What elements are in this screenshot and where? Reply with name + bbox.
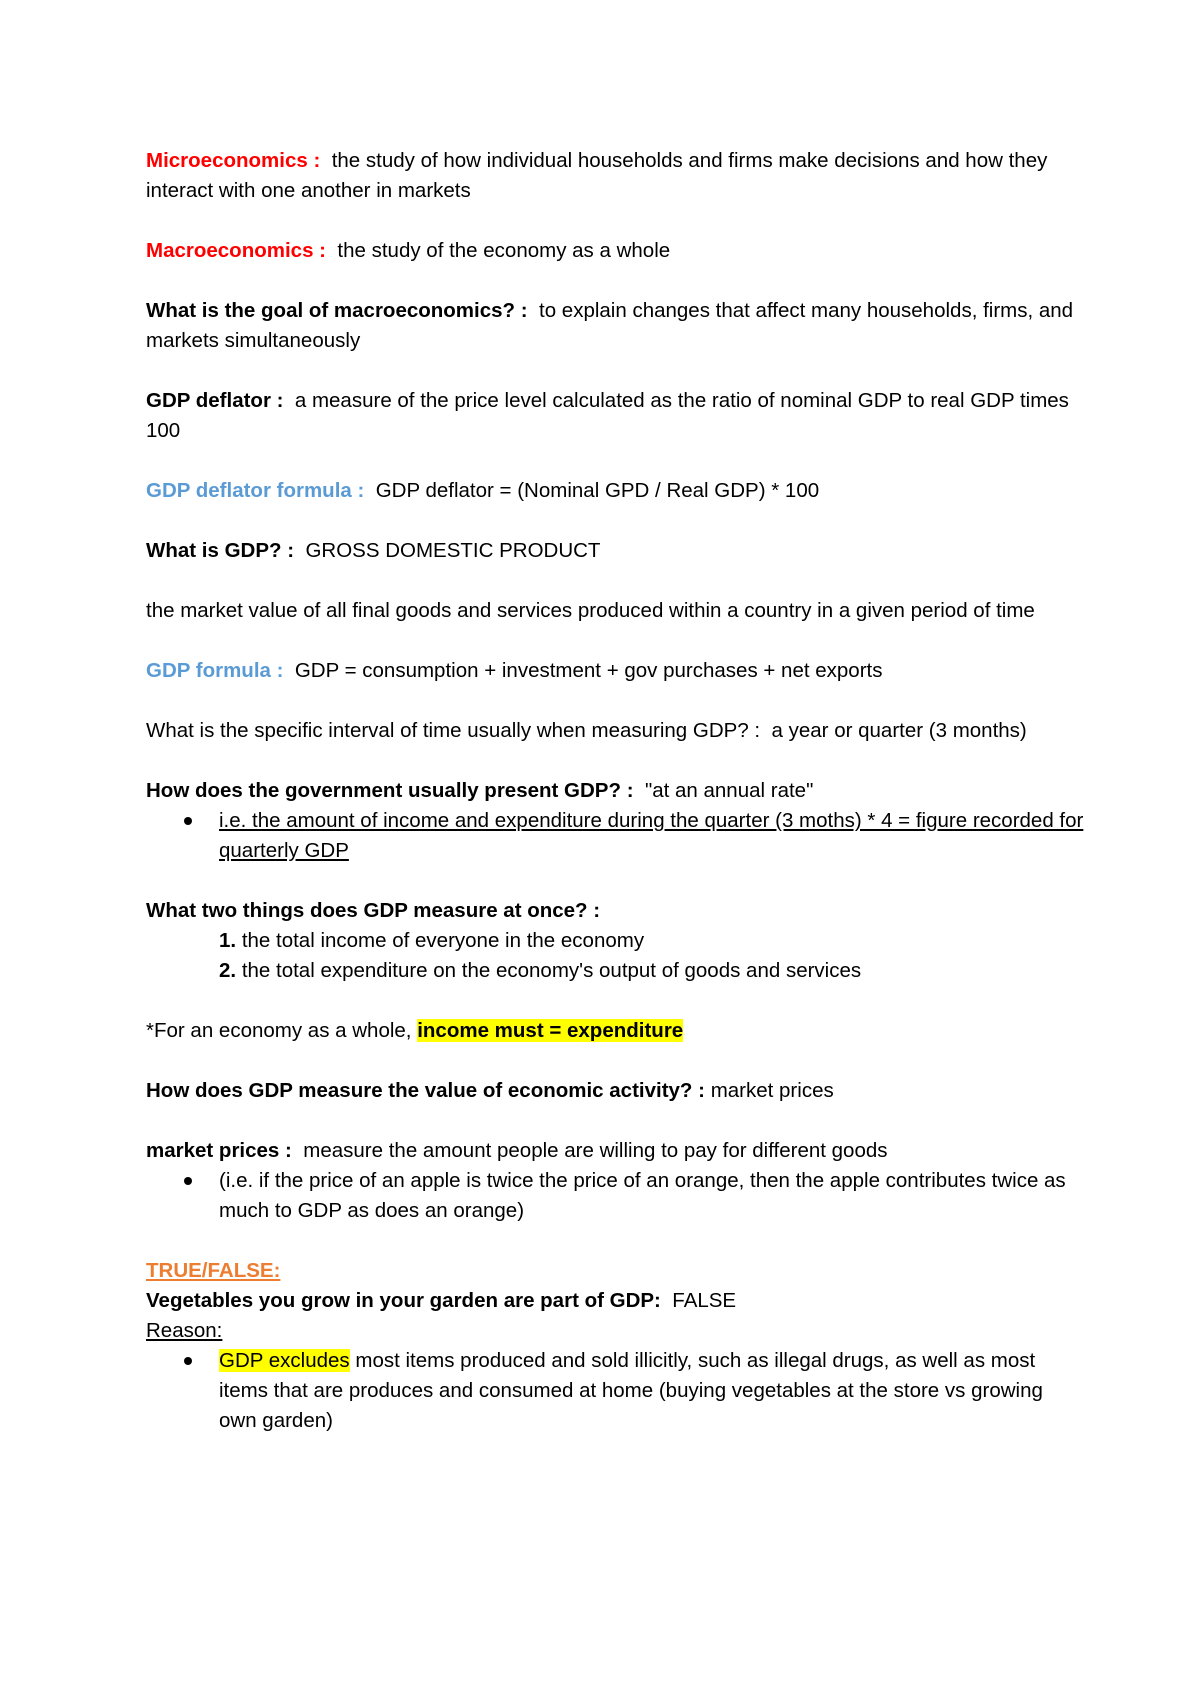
bullet-icon: [184, 1357, 192, 1365]
micro-term: Microeconomics :: [146, 149, 321, 172]
present-answer: "at an annual rate": [644, 779, 814, 802]
note-highlight: income must = expenditure: [417, 1019, 684, 1042]
goal-answer: to explain changes that affect many households, firms, and markets simultaneously: [146, 299, 1074, 352]
macro-def: the study of the economy as a whole: [337, 239, 671, 262]
macro-paragraph: [146, 236, 1086, 266]
interval-question: What is the specific interval of time usually when measuring GDP? :: [146, 719, 761, 742]
deflator-paragraph: [146, 386, 1086, 446]
market-prices-bullet: [146, 1166, 1086, 1226]
goal-paragraph: [146, 296, 1086, 356]
gdp-question-paragraph: [146, 536, 1086, 566]
gdp-formula-def: GDP = consumption + investment + gov purchases + net exports: [294, 659, 883, 682]
tf-reason-bullet: [146, 1346, 1086, 1436]
gdp-question: What is GDP? :: [146, 539, 295, 562]
present-question: How does the government usually present GDP? :: [146, 779, 634, 802]
bullet-icon: [184, 817, 192, 825]
goal-question: What is the goal of macroeconomics? :: [146, 299, 528, 322]
gdp-answer: GROSS DOMESTIC PRODUCT: [305, 539, 601, 562]
tf-question-paragraph: [146, 1286, 1086, 1316]
note-prefix: *For an economy as a whole,: [146, 1019, 412, 1042]
market-prices-paragraph: [146, 1136, 1086, 1166]
micro-paragraph: [146, 146, 1086, 206]
tf-reason-highlight: GDP excludes: [219, 1349, 350, 1372]
list-item: [146, 956, 1086, 986]
interval-paragraph: [146, 716, 1086, 746]
present-paragraph: [146, 776, 1086, 806]
deflator-formula-def: GDP deflator = (Nominal GPD / Real GDP) * 100: [375, 479, 820, 502]
list-item: [146, 926, 1086, 956]
true-false-heading: TRUE/FALSE:: [146, 1259, 281, 1282]
interval-answer: a year or quarter (3 months): [771, 719, 1027, 742]
present-bullet-text: i.e. the amount of income and expenditure during the quarter (3 moths) * 4 = figure recorded for quarterly GDP: [219, 809, 1084, 862]
measure-value-question: How does GDP measure the value of economic activity? :: [146, 1079, 705, 1102]
deflator-def: a measure of the price level calculated as the ratio of nominal GDP to real GDP times 100: [146, 389, 1069, 442]
note-paragraph: [146, 1016, 1086, 1046]
micro-def: the study of how individual households and firms make decisions and how they interact with one another in markets: [146, 149, 1048, 202]
tf-answer: FALSE: [672, 1289, 737, 1312]
deflator-formula-paragraph: [146, 476, 1086, 506]
list-number: 1.: [219, 929, 237, 952]
macro-term: Macroeconomics :: [146, 239, 326, 262]
present-bullet: [146, 806, 1086, 866]
tf-reason-text: most items produced and sold illicitly, such as illegal drugs, as well as most items that are produces and consumed at home (buying vegetables at the store vs growing own garden): [219, 1349, 1043, 1432]
two-things-question: What two things does GDP measure at once? :: [146, 899, 601, 922]
list-text: the total income of everyone in the economy: [241, 929, 645, 952]
deflator-term: GDP deflator :: [146, 389, 284, 412]
market-prices-def: measure the amount people are willing to pay for different goods: [303, 1139, 888, 1162]
bullet-icon: [184, 1177, 192, 1185]
gdp-formula-paragraph: [146, 656, 1086, 686]
gdp-definition: the market value of all final goods and services produced within a country in a given period of time: [146, 599, 1035, 622]
market-prices-term: market prices :: [146, 1139, 292, 1162]
deflator-formula-term: GDP deflator formula :: [146, 479, 365, 502]
measure-value-answer: market prices: [710, 1079, 834, 1102]
measure-value-paragraph: [146, 1076, 1086, 1106]
list-number: 2.: [219, 959, 237, 982]
tf-question: Vegetables you grow in your garden are part of GDP:: [146, 1289, 661, 1312]
list-text: the total expenditure on the economy's output of goods and services: [241, 959, 862, 982]
tf-reason-label: Reason:: [146, 1319, 223, 1342]
document-page: [146, 146, 1086, 1436]
market-prices-bullet-text: (i.e. if the price of an apple is twice the price of an orange, then the apple contributes twice as much to GDP as does an orange): [219, 1169, 1066, 1222]
gdp-formula-term: GDP formula :: [146, 659, 284, 682]
